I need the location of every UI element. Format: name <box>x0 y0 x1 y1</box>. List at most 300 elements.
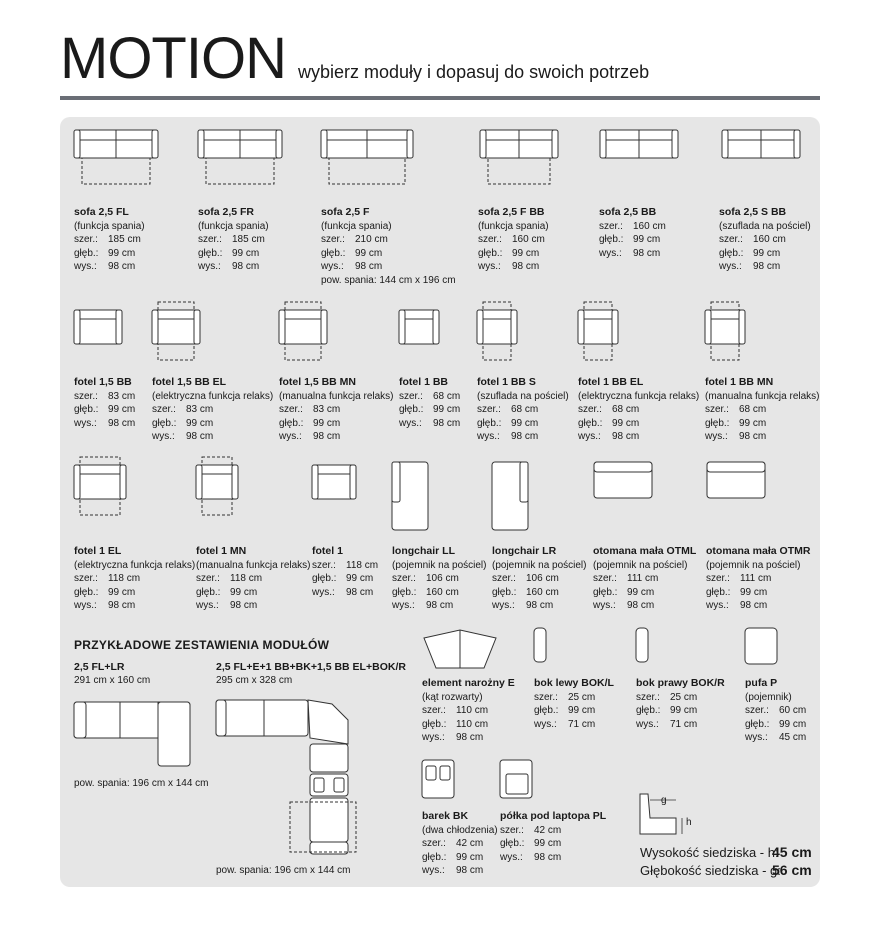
dim-label: wys.: <box>534 718 557 730</box>
dim-value: 160 cm <box>512 234 545 246</box>
dim-label: szer.: <box>705 404 729 416</box>
dim-label: szer.: <box>74 573 98 585</box>
module-dim-row <box>312 559 378 573</box>
dim-label: szer.: <box>312 559 336 571</box>
dim-label: szer.: <box>321 234 345 246</box>
seat-height-letter: h <box>686 817 692 828</box>
module-name: pufa P <box>745 677 778 689</box>
dim-value: 99 cm <box>534 838 562 850</box>
sleep-label: pow. spania: <box>321 274 380 286</box>
module-dim-row <box>392 586 487 600</box>
module-dim-row <box>500 824 606 838</box>
module-name: fotel 1 MN <box>196 545 247 557</box>
module-pictogram <box>722 120 800 190</box>
module-dim-row <box>196 572 311 586</box>
module-pictogram <box>745 628 779 666</box>
dim-label: wys.: <box>478 261 501 273</box>
module-dim-row <box>745 704 806 718</box>
dim-value: 106 cm <box>426 573 459 585</box>
module-desc: (funkcja spania) <box>198 220 269 232</box>
module-spec <box>705 376 820 444</box>
module-name: longchair LL <box>392 545 455 557</box>
module-name: barek BK <box>422 810 469 822</box>
header-divider <box>60 96 820 100</box>
dim-label: wys.: <box>422 732 445 744</box>
dim-label: wys.: <box>321 261 344 273</box>
module-dim-row <box>74 417 135 431</box>
dim-label: wys.: <box>706 600 729 612</box>
dim-value: 99 cm <box>568 705 596 717</box>
dim-value: 99 cm <box>346 573 374 585</box>
module-pictogram <box>198 120 282 190</box>
dim-label: szer.: <box>599 220 623 232</box>
dim-label: głęb.: <box>279 417 304 429</box>
dim-value: 98 cm <box>108 417 136 429</box>
module-pictogram <box>500 760 534 800</box>
module-dim-row <box>74 247 145 261</box>
dim-label: głęb.: <box>745 718 770 730</box>
module-desc: (pojemnik na pościel) <box>492 559 587 571</box>
module-pictogram <box>74 120 158 190</box>
dim-value: 68 cm <box>739 404 767 416</box>
dim-value: 99 cm <box>511 417 539 429</box>
dim-label: głęb.: <box>500 838 525 850</box>
dim-value: 25 cm <box>568 691 596 703</box>
dim-label: głęb.: <box>636 705 661 717</box>
module-dim-row <box>705 430 820 444</box>
dim-value: 42 cm <box>456 838 484 850</box>
module-spec <box>593 545 696 613</box>
dim-label: wys.: <box>198 261 221 273</box>
dim-value: 98 cm <box>232 261 260 273</box>
module-pictogram <box>492 462 532 532</box>
module-dim-row <box>196 586 311 600</box>
dim-value: 99 cm <box>108 404 136 416</box>
example-2-sleep: pow. spania: 196 cm x 144 cm <box>216 865 351 876</box>
dim-value: 111 cm <box>740 573 772 585</box>
module-dim-row <box>534 718 614 732</box>
module-dim-row <box>74 586 195 600</box>
module-spec <box>745 677 806 745</box>
dim-value: 71 cm <box>670 718 698 730</box>
module-pictogram <box>279 310 327 362</box>
module-spec <box>74 376 135 430</box>
module-desc: (manualna funkcja relaks) <box>279 390 394 402</box>
module-pictogram <box>705 310 745 362</box>
dim-value: 71 cm <box>568 718 596 730</box>
module-name: sofa 2,5 F BB <box>478 206 545 218</box>
dim-label: szer.: <box>422 705 446 717</box>
dim-label: głęb.: <box>422 718 447 730</box>
module-dim-row <box>492 572 587 586</box>
example-1-name: 2,5 FL+LR <box>74 661 125 673</box>
dim-value: 99 cm <box>612 417 640 429</box>
module-dim-row <box>599 233 666 247</box>
module-name: fotel 1 EL <box>74 545 122 557</box>
dim-value: 68 cm <box>433 390 461 402</box>
dim-label: wys.: <box>719 261 742 273</box>
dim-value: 98 cm <box>512 261 540 273</box>
module-name: otomana mała OTML <box>593 545 697 557</box>
module-name: element narożny E <box>422 677 515 689</box>
module-dim-row <box>636 691 725 705</box>
module-sleep-row <box>321 274 456 288</box>
module-pictogram <box>152 310 200 362</box>
module-dim-row <box>422 731 515 745</box>
module-dim-row <box>399 390 460 404</box>
module-dim-row <box>492 586 587 600</box>
module-pictogram <box>74 310 122 362</box>
module-dim-row <box>578 417 699 431</box>
dim-label: szer.: <box>745 705 769 717</box>
module-dim-row <box>478 247 549 261</box>
dim-label: głęb.: <box>477 417 502 429</box>
module-dim-row <box>599 247 666 261</box>
module-desc: (pojemnik na pościel) <box>392 559 487 571</box>
dim-label: głęb.: <box>74 586 99 598</box>
dim-value: 160 cm <box>633 220 666 232</box>
dim-label: wys.: <box>593 600 616 612</box>
dim-value: 98 cm <box>612 431 640 443</box>
module-dim-row <box>593 586 696 600</box>
dim-label: wys.: <box>312 586 335 598</box>
page-subtitle: wybierz moduły i dopasuj do swoich potrzeb <box>298 62 650 82</box>
module-spec <box>422 810 498 878</box>
module-desc: (elektryczna funkcja relaks) <box>152 390 274 402</box>
dim-value: 68 cm <box>612 404 640 416</box>
dim-label: głęb.: <box>705 417 730 429</box>
dim-value: 98 cm <box>740 600 768 612</box>
example-2-size: 295 cm x 328 cm <box>216 675 293 686</box>
dim-value: 98 cm <box>108 600 136 612</box>
dim-value: 42 cm <box>534 824 562 836</box>
module-dim-row <box>279 430 394 444</box>
module-dim-row <box>422 718 515 732</box>
module-desc: (kąt rozwarty) <box>422 691 483 703</box>
dim-value: 99 cm <box>433 404 461 416</box>
dim-label: szer.: <box>422 838 446 850</box>
dim-label: głęb.: <box>719 247 744 259</box>
module-spec <box>74 545 195 613</box>
module-name: fotel 1,5 BB MN <box>279 376 357 388</box>
dim-label: szer.: <box>279 404 303 416</box>
module-pictogram <box>600 120 678 190</box>
module-name: bok lewy BOK/L <box>534 677 614 689</box>
module-desc: (manualna funkcja relaks) <box>196 559 311 571</box>
module-pictogram <box>477 310 517 362</box>
dim-value: 98 cm <box>627 600 655 612</box>
dim-label: wys.: <box>74 417 97 429</box>
module-dim-row <box>422 851 498 865</box>
module-dim-row <box>719 247 811 261</box>
module-dim-row <box>534 704 614 718</box>
module-spec <box>578 376 699 444</box>
dim-value: 99 cm <box>232 247 260 259</box>
module-dim-row <box>636 704 725 718</box>
dim-value: 110 cm <box>456 718 489 730</box>
module-dim-row <box>74 403 135 417</box>
module-name: fotel 1,5 BB <box>74 376 132 388</box>
seat-depth-letter: g <box>661 795 667 806</box>
dim-label: głęb.: <box>599 234 624 246</box>
dim-value: 118 cm <box>108 573 141 585</box>
dim-label: głęb.: <box>478 247 503 259</box>
dim-value: 99 cm <box>186 417 214 429</box>
module-dim-row <box>321 233 456 247</box>
module-name: sofa 2,5 FR <box>198 206 255 218</box>
dim-value: 98 cm <box>753 261 781 273</box>
module-spec <box>74 206 145 274</box>
dim-value: 99 cm <box>670 705 698 717</box>
module-dim-row <box>578 403 699 417</box>
module-dim-row <box>578 430 699 444</box>
dim-label: wys.: <box>279 431 302 443</box>
dim-value: 98 cm <box>313 431 341 443</box>
dim-label: szer.: <box>74 234 98 246</box>
module-dim-row <box>392 572 487 586</box>
dim-label: głęb.: <box>74 247 99 259</box>
dim-value: 83 cm <box>108 390 136 402</box>
dim-value: 160 cm <box>426 586 459 598</box>
module-dim-row <box>152 430 273 444</box>
module-spec <box>636 677 725 731</box>
example-1-size: 291 cm x 160 cm <box>74 675 151 686</box>
module-dim-row <box>321 260 456 274</box>
module-spec <box>321 206 456 288</box>
module-desc: (elektryczna funkcja relaks) <box>578 390 700 402</box>
dim-label: szer.: <box>578 404 602 416</box>
module-spec <box>422 677 515 745</box>
module-dim-row <box>74 572 195 586</box>
module-name: bok prawy BOK/R <box>636 677 725 689</box>
example-1-sleep: pow. spania: 196 cm x 144 cm <box>74 778 209 789</box>
dim-label: szer.: <box>477 404 501 416</box>
module-dim-row <box>636 718 725 732</box>
module-dim-row <box>74 233 145 247</box>
page-title: MOTION <box>60 26 286 91</box>
module-dim-row <box>477 417 569 431</box>
dim-label: głęb.: <box>198 247 223 259</box>
examples-heading: PRZYKŁADOWE ZESTAWIENIA MODUŁÓW <box>74 638 330 652</box>
module-dim-row <box>198 260 269 274</box>
dim-label: głęb.: <box>321 247 346 259</box>
module-desc: (manualna funkcja relaks) <box>705 390 820 402</box>
module-desc: (pojemnik) <box>745 691 792 703</box>
dim-label: szer.: <box>74 390 98 402</box>
module-spec <box>196 545 311 613</box>
dim-label: szer.: <box>534 691 558 703</box>
module-name: sofa 2,5 FL <box>74 206 129 218</box>
dim-label: szer.: <box>152 404 176 416</box>
dim-label: szer.: <box>593 573 617 585</box>
module-name: sofa 2,5 S BB <box>719 206 787 218</box>
module-dim-row <box>74 390 135 404</box>
module-pictogram <box>422 628 498 672</box>
module-pictogram <box>707 462 767 502</box>
module-dim-row <box>705 417 820 431</box>
seat-height-value: 45 cm <box>772 844 812 860</box>
module-spec <box>312 545 378 599</box>
dim-value: 185 cm <box>232 234 265 246</box>
dim-value: 45 cm <box>779 732 807 744</box>
dim-value: 99 cm <box>740 586 768 598</box>
dim-value: 98 cm <box>526 600 554 612</box>
dim-value: 99 cm <box>627 586 655 598</box>
module-dim-row <box>279 403 394 417</box>
dim-label: wys.: <box>196 600 219 612</box>
module-dim-row <box>422 837 498 851</box>
module-name: fotel 1,5 BB EL <box>152 376 227 388</box>
dim-value: 98 cm <box>456 865 484 877</box>
module-pictogram <box>392 462 432 532</box>
module-dim-row <box>321 247 456 261</box>
dim-value: 98 cm <box>456 732 484 744</box>
module-pictogram <box>534 628 548 664</box>
dim-value: 185 cm <box>108 234 141 246</box>
dim-value: 83 cm <box>313 404 341 416</box>
module-pictogram <box>636 628 650 664</box>
module-dim-row <box>422 704 515 718</box>
dim-label: szer.: <box>706 573 730 585</box>
dim-value: 98 cm <box>433 417 461 429</box>
module-spec <box>534 677 614 731</box>
module-dim-row <box>492 599 587 613</box>
module-dim-row <box>477 430 569 444</box>
module-spec <box>706 545 810 613</box>
module-pictogram <box>399 310 439 362</box>
module-dim-row <box>706 572 810 586</box>
module-spec <box>599 206 666 260</box>
module-dim-row <box>477 403 569 417</box>
module-dim-row <box>399 417 460 431</box>
module-dim-row <box>534 691 614 705</box>
module-name: fotel 1 <box>312 545 343 557</box>
module-desc: (szuflada na pościel) <box>719 220 811 232</box>
dim-value: 98 cm <box>108 261 136 273</box>
module-name: półka pod laptopa PL <box>500 810 607 822</box>
dim-label: wys.: <box>392 600 415 612</box>
dim-label: wys.: <box>500 851 523 863</box>
dim-value: 83 cm <box>186 404 214 416</box>
module-spec <box>279 376 394 444</box>
module-dim-row <box>399 403 460 417</box>
dim-label: wys.: <box>422 865 445 877</box>
module-pictogram <box>74 465 126 517</box>
dim-value: 98 cm <box>346 586 374 598</box>
module-dim-row <box>706 586 810 600</box>
module-desc: (elektryczna funkcja relaks) <box>74 559 196 571</box>
dim-label: szer.: <box>399 390 423 402</box>
module-pictogram <box>578 310 618 362</box>
dim-label: głęb.: <box>492 586 517 598</box>
dim-value: 99 cm <box>739 417 767 429</box>
module-spec <box>198 206 269 274</box>
module-desc: (funkcja spania) <box>74 220 145 232</box>
module-spec <box>492 545 587 613</box>
module-spec <box>477 376 569 444</box>
dim-label: głęb.: <box>706 586 731 598</box>
dim-label: wys.: <box>492 600 515 612</box>
module-dim-row <box>745 731 806 745</box>
dim-label: wys.: <box>399 417 422 429</box>
dim-label: szer.: <box>198 234 222 246</box>
module-desc: (szuflada na pościel) <box>477 390 569 402</box>
dim-value: 99 cm <box>313 417 341 429</box>
dim-label: głęb.: <box>593 586 618 598</box>
seat-depth-value: 56 cm <box>772 862 812 878</box>
module-dim-row <box>198 247 269 261</box>
module-dim-row <box>196 599 311 613</box>
dim-label: szer.: <box>500 824 524 836</box>
dim-label: głęb.: <box>74 404 99 416</box>
dim-label: szer.: <box>636 691 660 703</box>
module-dim-row <box>74 260 145 274</box>
dim-label: głęb.: <box>399 404 424 416</box>
module-dim-row <box>279 417 394 431</box>
dim-label: szer.: <box>492 573 516 585</box>
module-dim-row <box>719 260 811 274</box>
module-spec <box>392 545 487 613</box>
module-pictogram <box>321 120 413 190</box>
dim-label: wys.: <box>74 261 97 273</box>
dim-value: 98 cm <box>355 261 383 273</box>
module-dim-row <box>500 837 606 851</box>
dim-label: wys.: <box>578 431 601 443</box>
module-pictogram <box>480 120 558 190</box>
example-2-drawing <box>214 698 364 863</box>
module-dim-row <box>593 572 696 586</box>
dim-label: wys.: <box>705 431 728 443</box>
module-dim-row <box>74 599 195 613</box>
dim-value: 118 cm <box>230 573 263 585</box>
module-dim-row <box>500 851 606 865</box>
module-dim-row <box>152 417 273 431</box>
dim-value: 25 cm <box>670 691 698 703</box>
module-name: fotel 1 BB <box>399 376 449 388</box>
module-desc: (pojemnik na pościel) <box>706 559 801 571</box>
module-dim-row <box>422 864 498 878</box>
sleep-value: 144 cm x 196 cm <box>379 274 456 286</box>
module-pictogram <box>312 465 356 517</box>
module-name: longchair LR <box>492 545 557 557</box>
module-name: fotel 1 BB MN <box>705 376 774 388</box>
module-name: sofa 2,5 BB <box>599 206 657 218</box>
dim-value: 99 cm <box>230 586 258 598</box>
module-dim-row <box>593 599 696 613</box>
module-spec <box>478 206 549 274</box>
module-pictogram <box>594 462 654 502</box>
module-dim-row <box>198 233 269 247</box>
dim-value: 210 cm <box>355 234 388 246</box>
dim-label: wys.: <box>477 431 500 443</box>
dim-label: głęb.: <box>196 586 221 598</box>
module-spec <box>152 376 273 444</box>
dim-label: głęb.: <box>422 851 447 863</box>
module-dim-row <box>312 586 378 600</box>
dim-value: 98 cm <box>534 851 562 863</box>
module-desc: (funkcja spania) <box>321 220 392 232</box>
module-spec <box>719 206 811 274</box>
dim-value: 160 cm <box>526 586 559 598</box>
dim-value: 99 cm <box>108 247 136 259</box>
dim-value: 99 cm <box>512 247 540 259</box>
module-dim-row <box>312 572 378 586</box>
dim-label: głęb.: <box>392 586 417 598</box>
dim-value: 110 cm <box>456 705 489 717</box>
module-desc: (funkcja spania) <box>478 220 549 232</box>
module-name: fotel 1 BB S <box>477 376 536 388</box>
dim-label: głęb.: <box>534 705 559 717</box>
